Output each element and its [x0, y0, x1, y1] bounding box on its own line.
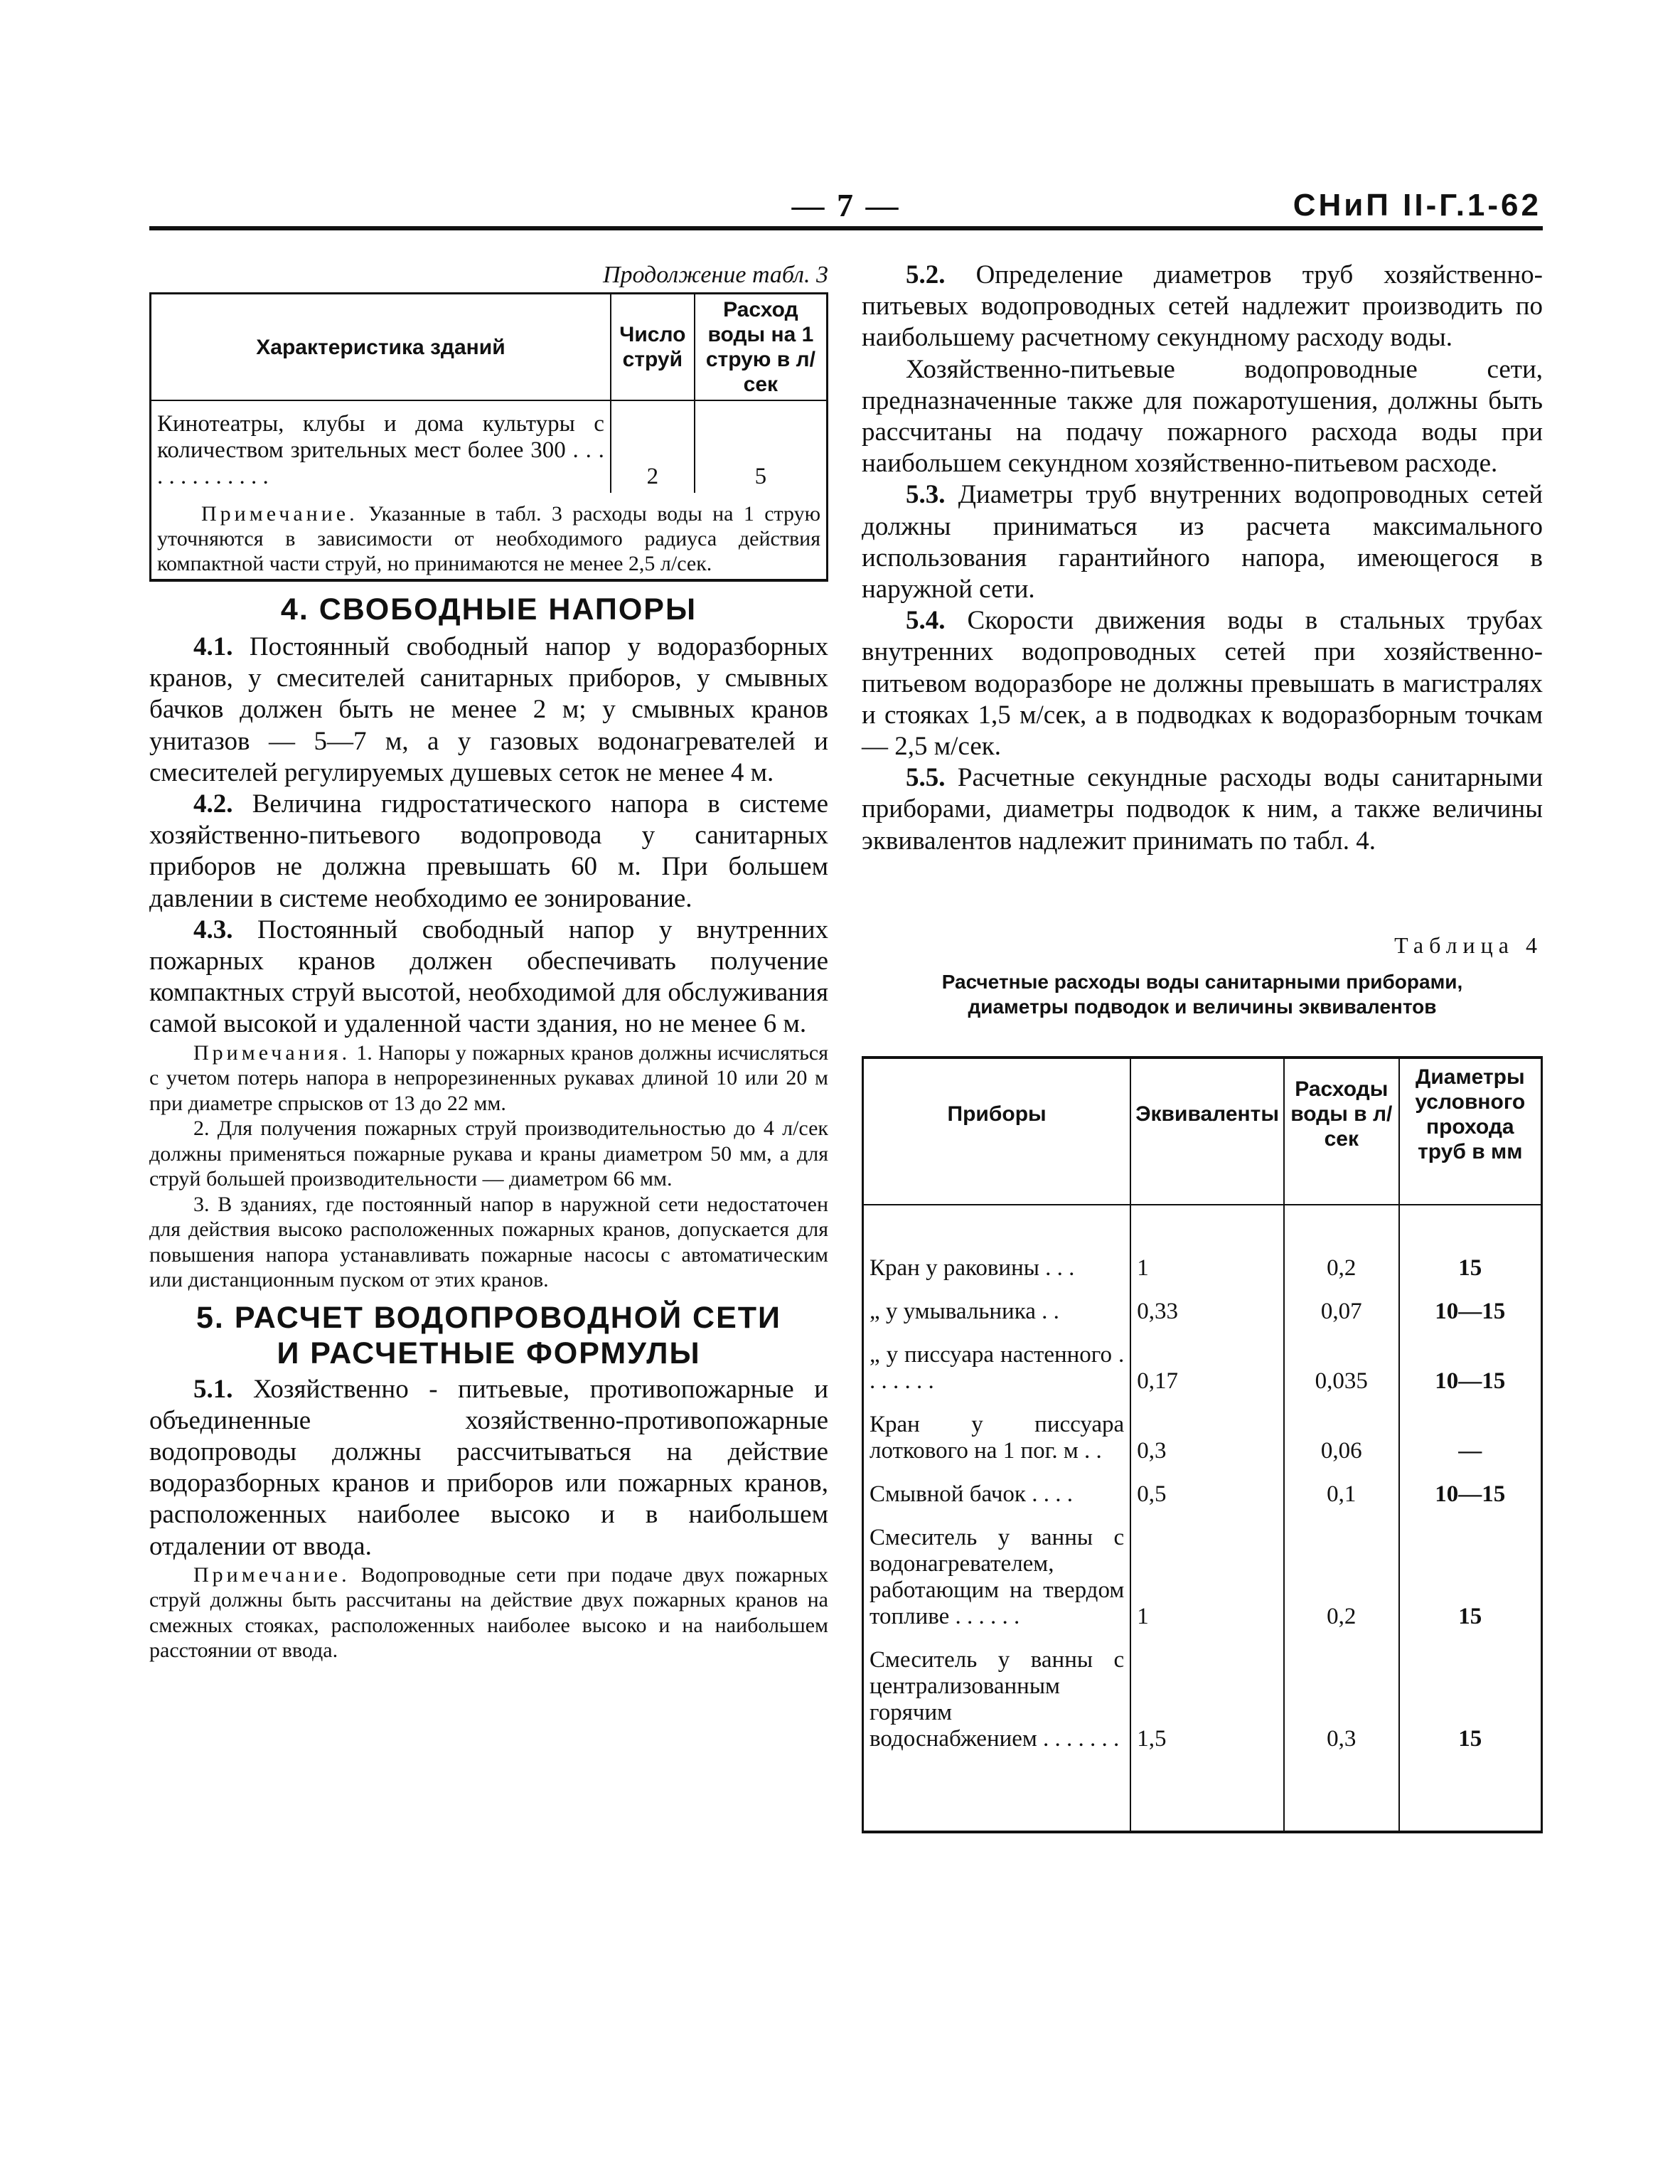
table-row	[863, 1473, 1542, 1516]
page-number: — 7 —	[791, 187, 901, 223]
table4-col-devices: Приборы	[863, 1058, 1131, 1205]
paragraph-number: 5.2.	[906, 260, 946, 289]
table3-col-building: Характеристика зданий	[151, 294, 611, 401]
table4-diam: 10—15	[1399, 1333, 1542, 1403]
paragraph-number: 4.2.	[193, 789, 233, 819]
table4-diam: —	[1399, 1403, 1542, 1473]
table3	[149, 292, 828, 582]
section4-title: 4. СВОБОДНЫЕ НАПОРЫ	[280, 592, 697, 627]
paragraph-4-2	[149, 789, 828, 915]
table4-equiv: 0,33	[1130, 1290, 1284, 1333]
section4-notes	[149, 1040, 828, 1293]
table-row	[151, 400, 828, 493]
table4-title-line2: диаметры подводок и величины эквивалентов	[968, 995, 1437, 1018]
paragraph-5-4	[862, 605, 1543, 762]
table4-flow: 0,3	[1284, 1639, 1399, 1832]
paragraph-text: Постоянный свободный напор у внутренних пожарных кранов должен обеспечивать получение компактных струй высотой, необходимой для обслуживания самой высокой и удаленной части здания, но не менее 6 м.	[149, 915, 828, 1039]
table4-flow: 0,2	[1284, 1205, 1399, 1290]
table4-diam: 15	[1399, 1639, 1542, 1832]
note-2: 2. Для получения пожарных струй производительностью до 4 л/сек должны применяться пожарные рукава и краны диаметром 50 мм, а для струй большей производительности — диаметром 66 мм.	[149, 1117, 828, 1191]
table4-diam: 10—15	[1399, 1290, 1542, 1333]
table4-equiv: 0,3	[1130, 1403, 1284, 1473]
table4-equiv: 0,17	[1130, 1333, 1284, 1403]
note-text: Водопроводные сети при подаче двух пожарных струй должны быть рассчитаны на действие двух пожарных кранов на смежных стояках, расположенных наиболее высоко и на наибольшем расстоянии от ввода.	[149, 1562, 828, 1663]
table4-equiv: 1,5	[1130, 1639, 1284, 1832]
section5-title-line1: 5. РАСЧЕТ ВОДОПРОВОДНОЙ СЕТИ	[196, 1300, 781, 1335]
table3-continuation-label: Продолжение табл. 3	[602, 262, 828, 288]
section5-title	[149, 1300, 828, 1371]
paragraph-5-5	[862, 762, 1543, 857]
table-row	[863, 1333, 1542, 1403]
paragraph-number: 5.1.	[193, 1374, 233, 1404]
table4-body	[863, 1205, 1542, 1832]
table3-col-flow: Расход воды на 1 струю в л/сек	[695, 294, 828, 401]
table4-device: Смеситель у ванны с централизованным горячим водоснабжением . . . . . . .	[863, 1639, 1131, 1832]
section5-title-line2: И РАСЧЕТНЫЕ ФОРМУЛЫ	[277, 1336, 701, 1370]
paragraph-5-2	[862, 260, 1543, 354]
paragraph-5-3	[862, 479, 1543, 605]
table4-device: Кран у писсуара лоткового на 1 пог. м . .	[863, 1403, 1131, 1473]
table4-flow: 0,06	[1284, 1403, 1399, 1473]
table4-device: Кран у раковины . . .	[863, 1205, 1131, 1290]
table4	[862, 1056, 1543, 1833]
table3-col-jets: Число струй	[611, 294, 695, 401]
table3-note-text: Указанные в табл. 3 расходы воды на 1 струю уточняются в зависимости от необходимого радиуса действия компактной части струй, но принимаются не менее 2,5 л/сек.	[157, 502, 821, 575]
table4-device: Смеситель у ванны с водонагревателем, работающим на твердом топливе . . . . . .	[863, 1516, 1131, 1639]
paragraph-5-2b: Хозяйственно-питьевые водопроводные сети, предназначенные также для пожаротушения, должны быть рассчитаны на подачу пожарного расхода воды при наибольшем секундном хозяйственно-питьевом расходе.	[862, 354, 1543, 479]
table3-note-row	[151, 493, 828, 580]
table4-device: „ у писсуара настенного . . . . . . .	[863, 1333, 1131, 1403]
table4-title	[862, 969, 1543, 1019]
note-text: 1. Напоры у пожарных кранов должны исчисляться с учетом потерь напора в непрорезиненных рукавах длиной 10 или 20 м при диаметре спрысков от 13 до 22 мм.	[149, 1040, 829, 1115]
table4-flow: 0,1	[1284, 1473, 1399, 1516]
table4-diam: 10—15	[1399, 1473, 1542, 1516]
table4-title-line1: Расчетные расходы воды санитарными приборами,	[941, 970, 1463, 993]
table-row	[863, 1403, 1542, 1473]
table4-flow: 0,035	[1284, 1333, 1399, 1403]
table4-diam: 15	[1399, 1516, 1542, 1639]
table3-header-row	[151, 294, 828, 401]
notes-head: Примечания.	[193, 1040, 351, 1065]
paragraph-4-3	[149, 915, 828, 1040]
table4-flow: 0,2	[1284, 1516, 1399, 1639]
left-column	[149, 260, 828, 1663]
table3-jets: 2	[611, 400, 695, 493]
table4-header-row	[863, 1058, 1542, 1205]
table4-equiv: 1	[1130, 1516, 1284, 1639]
table4-col-flow: Расходы воды в л/сек	[1284, 1058, 1399, 1205]
note-head: Примечание.	[193, 1562, 351, 1587]
table-row	[863, 1205, 1542, 1290]
paragraph-number: 5.4.	[906, 606, 946, 636]
table4-col-equiv: Эквиваленты	[1130, 1058, 1284, 1205]
table3-building: Кинотеатры, клубы и дома культуры с количеством зрительных мест более 300 . . . . . . . . . . . . .	[151, 400, 611, 493]
paragraph-number: 4.1.	[193, 632, 233, 661]
paragraph-number: 5.5.	[906, 763, 946, 793]
table3-note-head: Примечание.	[201, 502, 358, 526]
table4-flow: 0,07	[1284, 1290, 1399, 1333]
note	[149, 1562, 828, 1663]
paragraph-text: Скорости движения воды в стальных трубах внутренних водопроводных сетей при хозяйственно-питьевом водоразборе не должны превышать в магистралях и стояках 1,5 м/сек, а в подводках к водоразборным точкам — 2,5 м/сек.	[862, 606, 1543, 762]
paragraph-text: Хозяйственно - питьевые, противопожарные и объединенные хозяйственно-противопожарные водопроводы должны рассчитываться на действие водоразборных кранов и приборов или пожарных кранов, расположенных наиболее высоко и в наибольшем отдалении от ввода.	[149, 1374, 828, 1561]
paragraph-text: Постоянный свободный напор у водоразборных кранов, у смесителей санитарных приборов, у смывных бачков должен быть не менее 2 м; у смывных кранов унитазов — 5—7 м, а у газовых водонагревателей и смесителей регулируемых душевых сеток не менее 4 м.	[149, 632, 828, 787]
table3-note	[151, 493, 828, 580]
table-row	[863, 1516, 1542, 1639]
table4-diam: 15	[1399, 1205, 1542, 1290]
paragraph-5-1-note	[149, 1562, 828, 1663]
table-row	[863, 1639, 1542, 1832]
paragraph-text: Диаметры труб внутренних водопроводных сетей должны приниматься из расчета максимального использования гарантийного напора, имеющегося в наружной сети.	[862, 480, 1543, 604]
table3-flow: 5	[695, 400, 828, 493]
table4-equiv: 0,5	[1130, 1473, 1284, 1516]
paragraph-5-1	[149, 1374, 828, 1562]
table4-col-diam: Диаметры условного прохода труб в мм	[1399, 1058, 1542, 1205]
paragraph-text: Величина гидростатического напора в системе хозяйственно-питьевого водопровода у санитарных приборов не должна превышать 60 м. При большем давлении в системе необходимо ее зонирование.	[149, 789, 828, 913]
right-column	[862, 260, 1543, 1833]
paragraph-4-1	[149, 632, 828, 789]
paragraph-text: Определение диаметров труб хозяйственно-питьевых водопроводных сетей надлежит производить по наибольшему расчетному секундному расходу воды.	[862, 260, 1543, 353]
table-row	[863, 1290, 1542, 1333]
table4-device: „ у умывальника . .	[863, 1290, 1131, 1333]
paragraph-number: 5.3.	[906, 480, 946, 510]
header-rule	[149, 226, 1543, 230]
document-code: СНиП II-Г.1-62	[1293, 188, 1541, 223]
table4-equiv: 1	[1130, 1205, 1284, 1290]
table4-device: Смывной бачок . . . .	[863, 1473, 1131, 1516]
table4-label: Таблица 4	[1394, 932, 1543, 958]
note-1	[149, 1040, 828, 1117]
paragraph-number: 4.3.	[193, 915, 233, 944]
note-3: 3. В зданиях, где постоянный напор в наружной сети недостаточен для действия высоко расположенных пожарных кранов, допускается для повышения напора устанавливать пожарные насосы с автоматическим или дистанционным пуском от этих кранов.	[149, 1192, 828, 1292]
paragraph-text: Расчетные секундные расходы воды санитарными приборами, диаметры подводок к ним, а также величины эквивалентов надлежит принимать по табл. 4.	[862, 763, 1543, 856]
